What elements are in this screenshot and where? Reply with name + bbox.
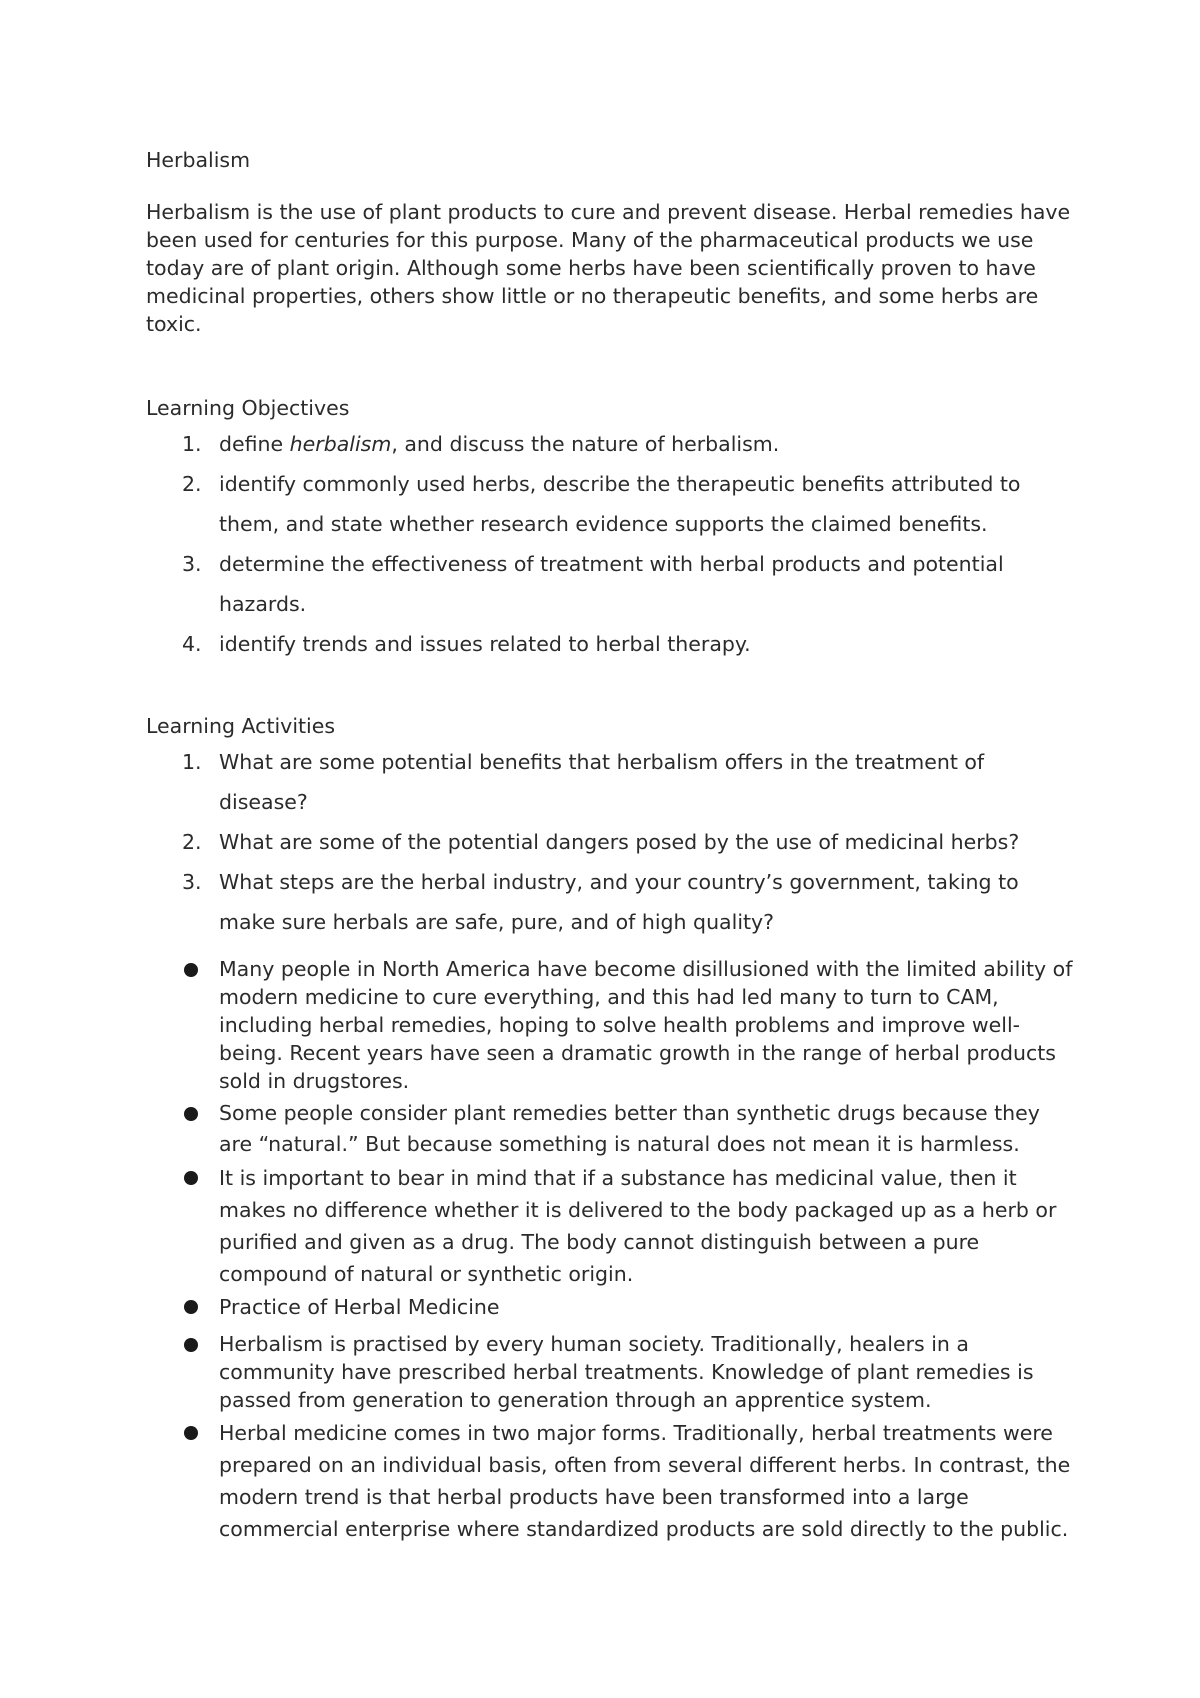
bullet-list [146,955,1076,1545]
bullet-icon [184,1338,198,1352]
objectives-list [146,424,1076,664]
list-item: 2. identify commonly used herbs, describe the therapeutic benefits attributed to them, and state whether research evidence supports the claimed benefits. [146,464,1076,544]
intro-paragraph: Herbalism is the use of plant products to cure and prevent disease. Herbal remedies have been used for centuries for this purpose. Many of the pharmaceutical products we use today are of plant origin. Although some herbs have been scientifically proven to have medicinal properties, others show little or no therapeutic benefits, and some herbs are toxic. [146,200,1071,336]
list-number: 3. [182,870,202,894]
list-item: 1. define herbalism, and discuss the nature of herbalism. [146,424,1076,464]
list-item: Herbalism is practised by every human society. Traditionally, healers in a community have prescribed herbal treatments. Knowledge of plant remedies is passed from generation to generation through an apprentice system. [146,1330,1076,1414]
list-item: It is important to bear in mind that if a substance has medicinal value, then it makes no difference whether it is delivered to the body packaged up as a herb or purified and given as a drug. The body cannot distinguish between a pure compound of natural or synthetic origin. [146,1162,1076,1290]
list-item: Many people in North America have become disillusioned with the limited ability of modern medicine to cure everything, and this had led many to turn to CAM, including herbal remedies, hoping to solve health problems and improve well-being. Recent years have seen a dramatic growth in the range of herbal products sold in drugstores. [146,955,1076,1095]
emphasis-term: herbalism [289,432,392,456]
list-item: 4. identify trends and issues related to herbal therapy. [146,624,1076,664]
list-number: 4. [182,632,202,656]
list-number: 2. [182,472,202,496]
bullet-icon [184,1300,198,1314]
list-number: 1. [182,750,202,774]
activities-heading: Learning Activities [146,714,336,738]
list-item: Practice of Herbal Medicine [146,1291,1076,1323]
list-number: 3. [182,552,202,576]
list-number: 2. [182,830,202,854]
bullet-icon [184,1171,198,1185]
list-number: 1. [182,432,202,456]
list-item: Some people consider plant remedies better than synthetic drugs because they are “natural.” But because something is natural does not mean it is harmless. [146,1098,1076,1160]
list-item: 1. What are some potential benefits that herbalism offers in the treatment of disease? [146,742,1076,822]
list-item: 3. determine the effectiveness of treatment with herbal products and potential hazards. [146,544,1076,624]
list-item: 3. What steps are the herbal industry, and your country’s government, taking to make sure herbals are safe, pure, and of high quality? [146,862,1076,942]
list-item: Herbal medicine comes in two major forms. Traditionally, herbal treatments were prepared on an individual basis, often from several different herbs. In contrast, the modern trend is that herbal products have been transformed into a large commercial enterprise where standardized products are sold directly to the public. [146,1417,1076,1545]
bullet-icon [184,1107,198,1121]
activities-list [146,742,1076,942]
bullet-icon [184,963,198,977]
document-title: Herbalism [146,148,251,172]
objectives-heading: Learning Objectives [146,396,350,420]
bullet-icon [184,1426,198,1440]
list-item: 2. What are some of the potential dangers posed by the use of medicinal herbs? [146,822,1076,862]
